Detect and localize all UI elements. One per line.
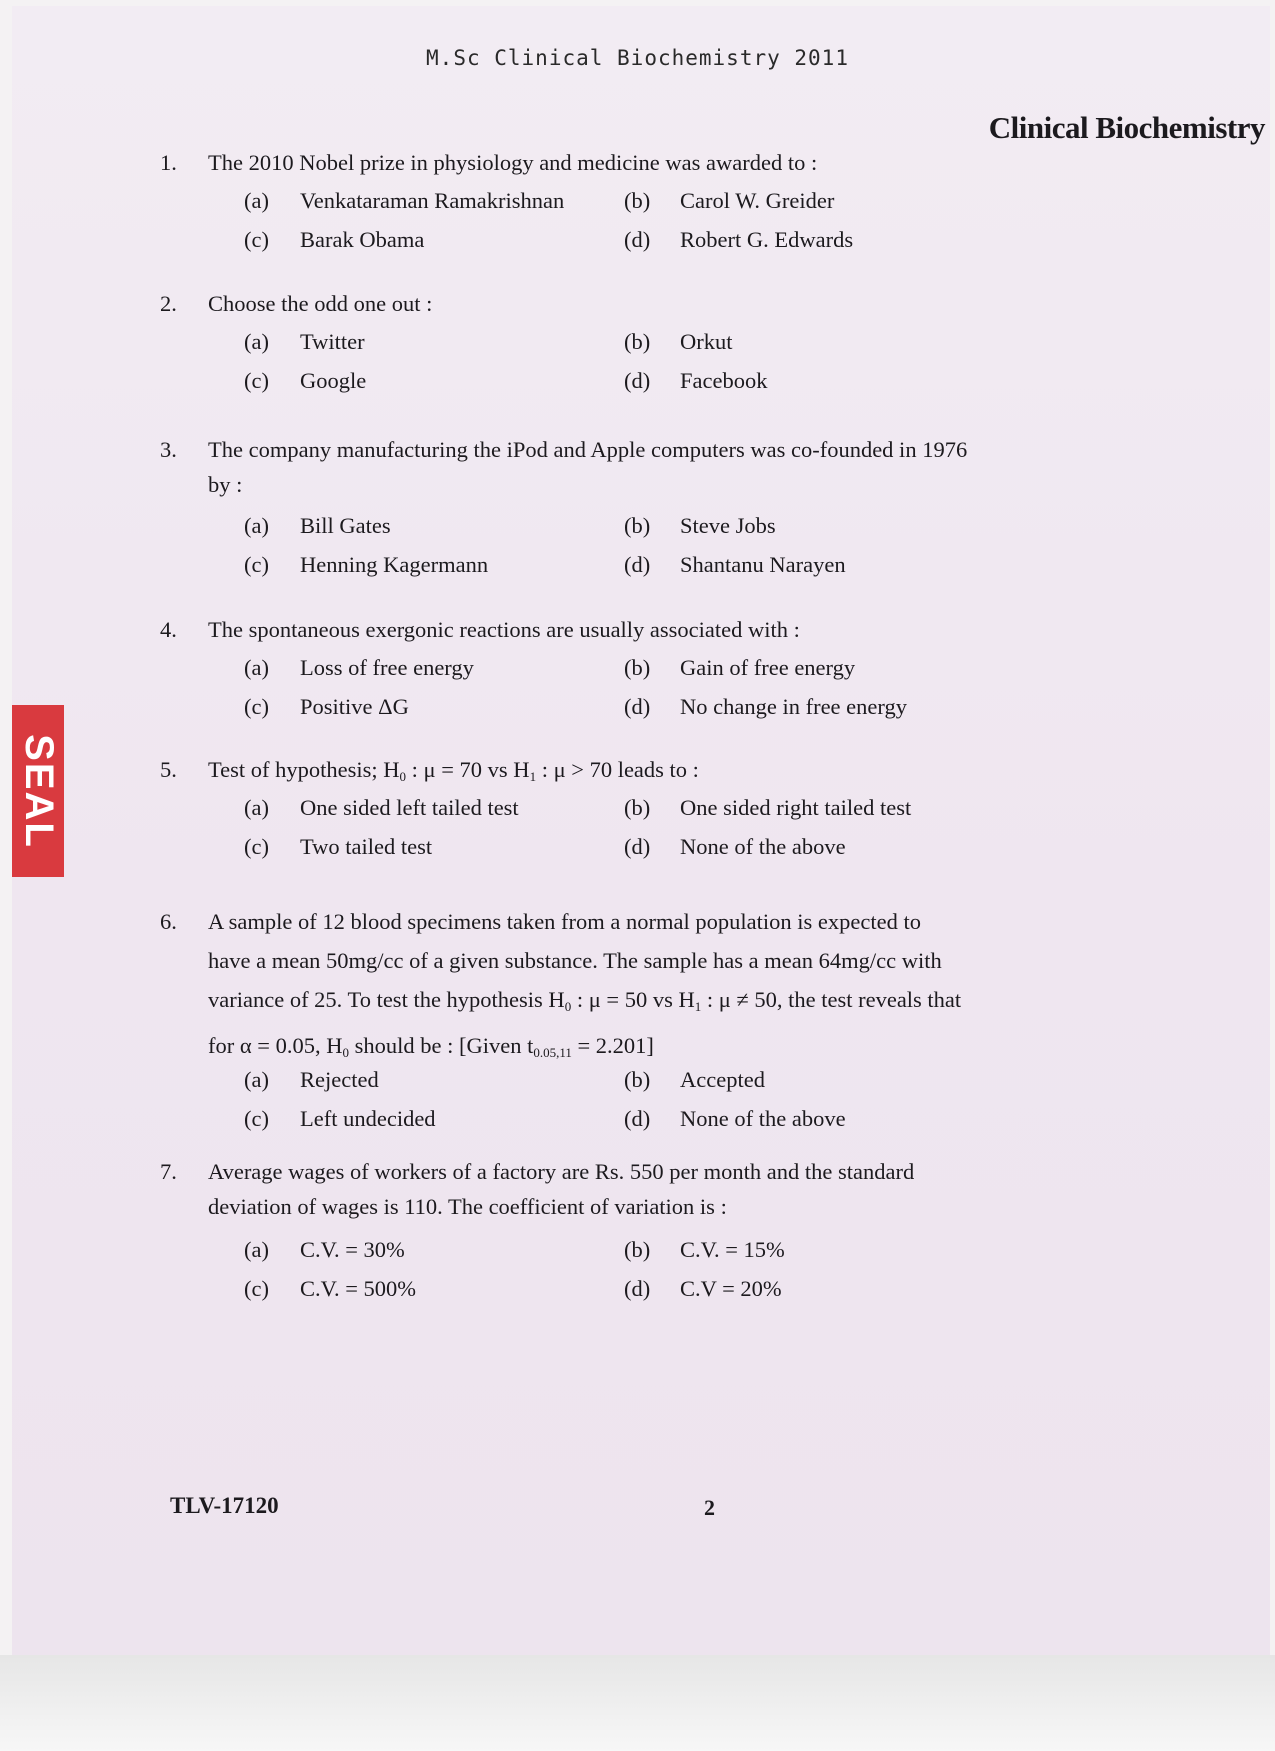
question-number: 2. bbox=[160, 291, 177, 316]
question-stem: The company manufacturing the iPod and Apple computers was co-founded in 1976 by : bbox=[208, 437, 968, 497]
options bbox=[244, 650, 964, 724]
option-d: (d) Shantanu Narayen bbox=[624, 552, 846, 577]
option-c: (c) C.V. = 500% bbox=[244, 1276, 417, 1301]
options bbox=[244, 1060, 964, 1134]
page-number: 2 bbox=[704, 1495, 715, 1520]
question-stem: Test of hypothesis; $H_0$ : μ = 70 vs $H_1$ : μ > 70 leads to : bbox=[208, 757, 699, 784]
option-a: (a) Venkataraman Ramakrishnan bbox=[244, 188, 565, 213]
option-c: (c) Left undecided bbox=[244, 1106, 436, 1131]
option-b: (b) Steve Jobs bbox=[624, 513, 776, 538]
option-b: (b) One sided right tailed test bbox=[624, 795, 912, 820]
question-number: 7. bbox=[160, 1159, 177, 1184]
option-a: (a) C.V. = 30% bbox=[244, 1237, 405, 1262]
question-stem: A sample of 12 blood specimens taken from a normal population is expected to have a mean 50mg/cc of a given substance. The sample has a mean 64mg/cc with variance of 25. To test the hypothesis $H_0$ : μ = 50 vs $H_1$ : μ ≠ 50, the test reveals that for α = 0.05, $H_0$ should be : [Given $t_{0.05,11} = 2.201$] bbox=[208, 909, 962, 1060]
option-b: (b) Gain of free energy bbox=[624, 655, 856, 680]
question-number: 3. bbox=[160, 437, 177, 462]
option-d: (d) No change in free energy bbox=[624, 694, 907, 719]
option-b: (b) C.V. = 15% bbox=[624, 1237, 785, 1262]
option-a: (a) Rejected bbox=[244, 1067, 379, 1092]
question-number: 4. bbox=[160, 617, 177, 642]
subject-heading: Clinical Biochemistry bbox=[988, 110, 1265, 145]
option-a: (a) Loss of free energy bbox=[244, 655, 474, 680]
options bbox=[244, 324, 964, 398]
option-b: (b) Carol W. Greider bbox=[624, 188, 835, 213]
option-b: (b) Accepted bbox=[624, 1067, 765, 1092]
scan-margin bbox=[0, 1655, 1275, 1751]
option-d: (d) None of the above bbox=[624, 1106, 846, 1131]
question-stem: Choose the odd one out : bbox=[208, 291, 433, 316]
question-number: 1. bbox=[160, 150, 177, 175]
option-c: (c) Google bbox=[244, 368, 367, 393]
options bbox=[244, 508, 964, 582]
question-stem: The 2010 Nobel prize in physiology and medicine was awarded to : bbox=[208, 150, 818, 175]
option-b: (b) Orkut bbox=[624, 329, 733, 354]
exam-title: M.Sc Clinical Biochemistry 2011 bbox=[426, 46, 849, 70]
options bbox=[244, 183, 964, 257]
option-a: (a) Twitter bbox=[244, 329, 365, 354]
option-a: (a) One sided left tailed test bbox=[244, 795, 519, 820]
option-d: (d) C.V = 20% bbox=[624, 1276, 782, 1301]
question-stem: The spontaneous exergonic reactions are usually associated with : bbox=[208, 617, 800, 642]
option-c: (c) Two tailed test bbox=[244, 834, 433, 859]
option-d: (d) Robert G. Edwards bbox=[624, 227, 854, 252]
question-number: 5. bbox=[160, 757, 177, 782]
option-c: (c) Positive ΔG bbox=[244, 694, 409, 719]
question-number: 6. bbox=[160, 909, 177, 934]
paper-code: TLV-17120 bbox=[170, 1493, 279, 1518]
option-c: (c) Barak Obama bbox=[244, 227, 425, 252]
seal-tab bbox=[12, 705, 64, 877]
option-c: (c) Henning Kagermann bbox=[244, 552, 489, 577]
question-stem: Average wages of workers of a factory are Rs. 550 per month and the standard deviation of wages is 110. The coefficient of variation is : bbox=[208, 1159, 915, 1219]
option-d: (d) None of the above bbox=[624, 834, 846, 859]
options bbox=[244, 790, 964, 864]
options bbox=[244, 1232, 964, 1306]
option-d: (d) Facebook bbox=[624, 368, 768, 393]
seal-label: SEAL bbox=[16, 733, 61, 849]
option-a: (a) Bill Gates bbox=[244, 513, 391, 538]
